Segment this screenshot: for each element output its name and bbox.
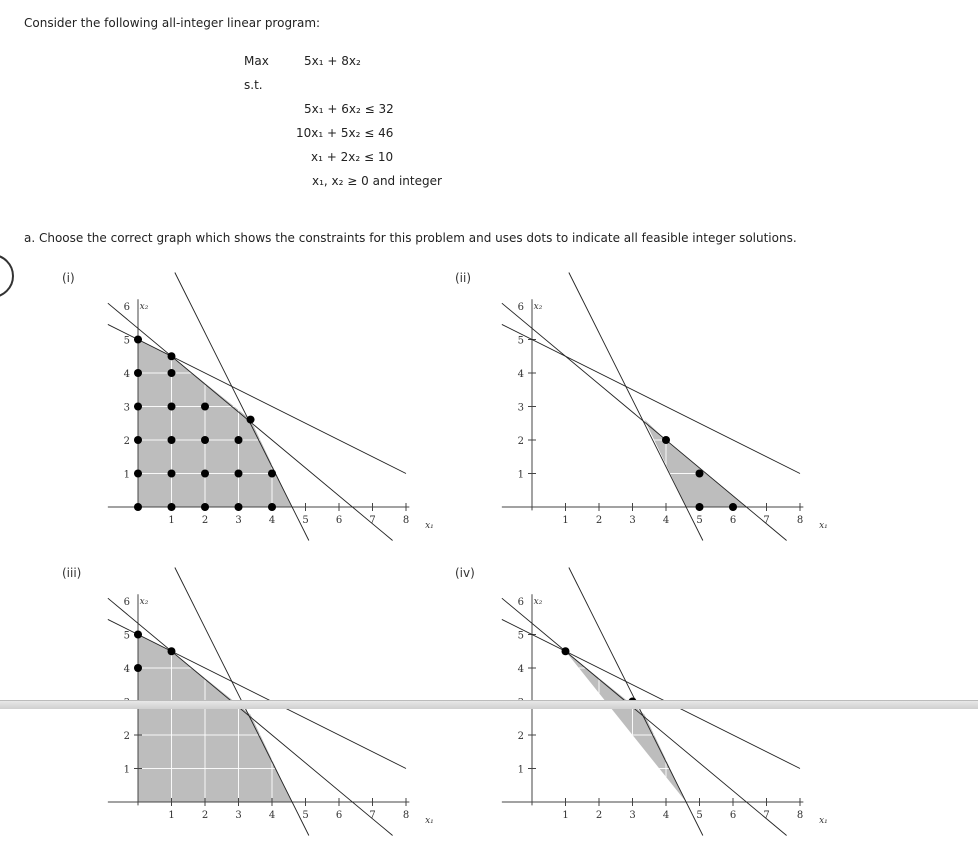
integer-solution-dot: [201, 470, 209, 478]
integer-solution-dot: [662, 436, 670, 444]
x-axis-label: x₁: [425, 816, 434, 826]
feasible-region: [566, 651, 687, 802]
graph-option-ii[interactable]: [502, 267, 832, 567]
graph-option-iii[interactable]: [108, 562, 438, 862]
x-tick-label: 1: [168, 810, 175, 821]
integer-solution-dot: [235, 503, 243, 511]
integer-solution-dot: [201, 403, 209, 411]
integer-solution-dot: [134, 664, 142, 672]
integer-solution-dot: [235, 470, 243, 478]
y-axis-label: x₂: [139, 597, 149, 607]
x-tick-label: 4: [662, 515, 670, 526]
y-axis-label: x₂: [533, 597, 543, 607]
subject-to-label: s.t.: [244, 78, 263, 92]
x-axis-label: x₁: [819, 816, 828, 826]
integer-solution-dot: [201, 503, 209, 511]
integer-solution-dot: [168, 369, 176, 377]
x-tick-label: 4: [268, 515, 276, 526]
integer-solution-dot: [134, 403, 142, 411]
y-tick-label: 1: [123, 764, 130, 776]
feasible-region: [138, 340, 292, 508]
integer-solution-dot: [134, 436, 142, 444]
x-tick-label: 1: [562, 810, 569, 821]
integer-solution-dot: [235, 436, 243, 444]
x-tick-label: 3: [629, 515, 636, 526]
integer-solution-dot: [729, 503, 737, 511]
y-tick-label: 4: [123, 369, 130, 380]
integer-solution-dot: [134, 470, 142, 478]
y-tick-label: 1: [517, 764, 524, 776]
integer-solution-dot: [134, 503, 142, 511]
y-tick-label: 2: [123, 436, 130, 447]
integer-solution-dot: [201, 436, 209, 444]
constraint-line-3: [502, 324, 800, 473]
question-part-a: a. Choose the correct graph which shows the constraints for this problem and uses dots to indicate all feasible integer solutions.: [24, 231, 797, 245]
x-tick-label: 3: [629, 810, 636, 821]
y-tick-label: 6: [517, 597, 524, 608]
problem-intro: Consider the following all-integer linear program:: [24, 16, 321, 30]
option-label-i[interactable]: (i): [62, 271, 75, 285]
y-tick-label: 3: [123, 402, 130, 414]
option-label-iii[interactable]: (iii): [62, 566, 82, 580]
y-tick-label: 4: [517, 369, 524, 380]
integer-solution-dot: [134, 631, 142, 639]
y-tick-label: 5: [517, 335, 524, 347]
feasible-region: [138, 635, 292, 803]
y-axis-label: x₂: [533, 302, 543, 312]
y-tick-label: 2: [517, 731, 524, 742]
y-tick-label: 5: [123, 335, 130, 347]
x-tick-label: 2: [595, 515, 603, 526]
integer-solution-dot: [168, 470, 176, 478]
y-tick-label: 2: [123, 731, 130, 742]
max-label: Max: [244, 54, 269, 68]
x-tick-label: 8: [796, 515, 804, 526]
y-tick-label: 6: [123, 597, 130, 608]
integer-solution-dot: [134, 369, 142, 377]
y-tick-label: 4: [517, 664, 524, 675]
x-tick-label: 7: [763, 810, 770, 821]
x-tick-label: 7: [763, 515, 770, 526]
x-tick-label: 8: [402, 515, 410, 526]
y-tick-label: 5: [123, 630, 130, 642]
integer-solution-dot: [134, 336, 142, 344]
constraint-1: 5x₁ + 6x₂ ≤ 32: [304, 102, 394, 116]
objective-function: 5x₁ + 8x₂: [304, 54, 361, 68]
y-tick-label: 1: [517, 469, 524, 481]
y-tick-label: 6: [123, 302, 130, 313]
option-label-iv[interactable]: (iv): [455, 566, 475, 580]
integer-solution-dot: [696, 470, 704, 478]
option-label-ii[interactable]: (ii): [455, 271, 472, 285]
x-tick-label: 2: [201, 515, 209, 526]
constraint-line-2: [569, 273, 703, 541]
x-tick-label: 1: [168, 515, 175, 526]
x-tick-label: 4: [662, 810, 670, 821]
integer-solution-dot: [168, 436, 176, 444]
integer-solution-dot: [268, 503, 276, 511]
nonnegativity-constraint: x₁, x₂ ≥ 0 and integer: [312, 174, 442, 188]
x-tick-label: 2: [595, 810, 603, 821]
answer-radio-button[interactable]: [0, 254, 14, 298]
y-tick-label: 5: [517, 630, 524, 642]
y-tick-label: 3: [517, 402, 524, 414]
x-tick-label: 8: [402, 810, 410, 821]
integer-solution-dot: [268, 470, 276, 478]
x-tick-label: 6: [335, 810, 343, 821]
y-axis-label: x₂: [139, 302, 149, 312]
integer-solution-dot: [168, 647, 176, 655]
x-tick-label: 5: [302, 810, 309, 821]
graph-option-i[interactable]: [108, 267, 438, 567]
x-tick-label: 4: [268, 810, 276, 821]
constraint-line-1: [502, 303, 787, 540]
x-tick-label: 3: [235, 810, 242, 821]
x-tick-label: 6: [729, 515, 737, 526]
integer-solution-dot: [696, 503, 704, 511]
x-tick-label: 3: [235, 515, 242, 526]
y-tick-label: 2: [517, 436, 524, 447]
x-tick-label: 5: [302, 515, 309, 526]
x-axis-label: x₁: [425, 521, 434, 531]
constraint-3: x₁ + 2x₂ ≤ 10: [311, 150, 394, 164]
integer-solution-dot: [168, 403, 176, 411]
x-tick-label: 6: [729, 810, 737, 821]
x-tick-label: 7: [369, 515, 376, 526]
y-tick-label: 6: [517, 302, 524, 313]
y-tick-label: 1: [123, 469, 130, 481]
integer-solution-dot: [247, 416, 255, 424]
x-tick-label: 8: [796, 810, 804, 821]
x-tick-label: 2: [201, 810, 209, 821]
integer-solution-dot: [168, 352, 176, 360]
x-tick-label: 1: [562, 515, 569, 526]
x-tick-label: 7: [369, 810, 376, 821]
graph-option-iv[interactable]: [502, 562, 832, 862]
x-tick-label: 5: [696, 810, 703, 821]
y-tick-label: 4: [123, 664, 130, 675]
x-tick-label: 5: [696, 515, 703, 526]
x-tick-label: 6: [335, 515, 343, 526]
x-axis-label: x₁: [819, 521, 828, 531]
integer-solution-dot: [168, 503, 176, 511]
constraint-2: 10x₁ + 5x₂ ≤ 46: [296, 126, 394, 140]
constraint-line-1: [502, 598, 787, 835]
integer-solution-dot: [562, 647, 570, 655]
